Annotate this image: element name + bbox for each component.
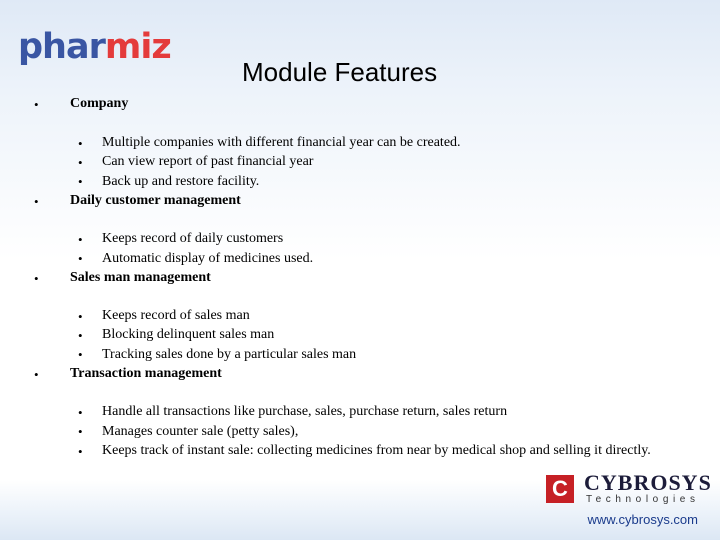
list-item: Automatic display of medicines used. [102, 251, 314, 266]
logo-text-accent: miz [104, 27, 171, 67]
section-bullet: • [34, 194, 39, 209]
section-label-transaction: Transaction management [70, 366, 222, 381]
slide-title: Module Features [242, 57, 438, 87]
item-bullet: • [78, 424, 83, 439]
item-bullet: • [78, 309, 83, 324]
list-item: Handle all transactions like purchase, sales, purchase return, sales return [102, 404, 508, 419]
list-item: Multiple companies with different financial year can be created. [102, 135, 461, 150]
list-item: Back up and restore facility. [102, 174, 260, 189]
section-label-company: Company [70, 96, 129, 111]
cybrosys-subtitle: Technologies [586, 494, 700, 505]
item-bullet: • [78, 444, 83, 459]
section-label-daily-customer: Daily customer management [70, 193, 241, 208]
list-item: Manages counter sale (petty sales), [102, 424, 299, 439]
list-item: Keeps record of sales man [102, 308, 250, 323]
item-bullet: • [78, 136, 83, 151]
item-bullet: • [78, 328, 83, 343]
section-bullet: • [34, 271, 39, 286]
item-bullet: • [78, 251, 83, 266]
cybrosys-name: CYBROSYS [584, 470, 712, 495]
item-bullet: • [78, 232, 83, 247]
list-item: Tracking sales done by a particular sales man [102, 347, 357, 362]
item-bullet: • [78, 347, 83, 362]
section-bullet: • [34, 97, 39, 112]
website-link[interactable]: www.cybrosys.com [587, 512, 698, 527]
section-bullet: • [34, 367, 39, 382]
cybrosys-logo [546, 470, 712, 510]
list-item: Can view report of past financial year [102, 154, 314, 169]
cybrosys-mark-icon: C [546, 475, 574, 503]
item-bullet: • [78, 405, 83, 420]
item-bullet: • [78, 174, 83, 189]
section-label-sales-man: Sales man management [70, 270, 211, 285]
list-item: Keeps record of daily customers [102, 231, 284, 246]
logo-text: phar [18, 27, 105, 67]
list-item: Blocking delinquent sales man [102, 327, 275, 342]
item-bullet: • [78, 155, 83, 170]
list-item: Keeps track of instant sale: collecting medicines from near by medical shop and selling it directly. [102, 443, 651, 458]
